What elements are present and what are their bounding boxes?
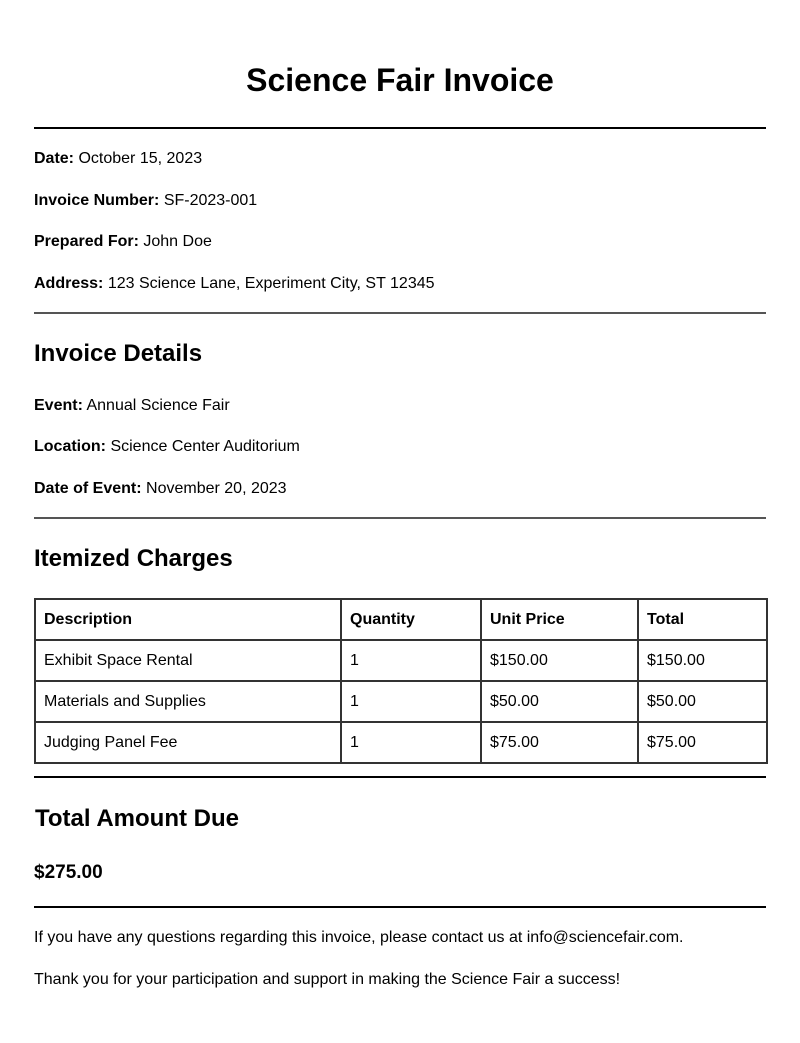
cell-total: $150.00 — [638, 640, 767, 681]
event-value: Annual Science Fair — [86, 397, 230, 414]
address-field — [34, 275, 435, 293]
cell-quantity: 1 — [341, 640, 481, 681]
table-divider — [34, 776, 766, 778]
table-row — [35, 722, 767, 763]
column-header-description: Description — [35, 599, 341, 640]
charges-table — [34, 598, 768, 764]
details-divider — [34, 517, 766, 519]
itemized-charges-heading: Itemized Charges — [34, 545, 233, 572]
column-header-quantity: Quantity — [341, 599, 481, 640]
cell-unit-price: $150.00 — [481, 640, 638, 681]
location-value: Science Center Auditorium — [110, 438, 300, 455]
column-header-unit-price: Unit Price — [481, 599, 638, 640]
invoice-number-value: SF-2023-001 — [163, 192, 258, 209]
address-value: 123 Science Lane, Experiment City, ST 12345 — [107, 275, 435, 292]
title-divider — [34, 127, 766, 129]
location-field — [34, 438, 300, 456]
cell-quantity: 1 — [341, 722, 481, 763]
cell-description: Materials and Supplies — [35, 681, 341, 722]
event-date-label: Date of Event: — [34, 480, 142, 497]
cell-unit-price: $50.00 — [481, 681, 638, 722]
thanks-note: Thank you for your participation and support in making the Science Fair a success! — [34, 971, 621, 988]
header-divider — [34, 312, 766, 314]
event-date-field — [34, 480, 287, 498]
total-amount-value: $275.00 — [34, 862, 103, 883]
address-label: Address: — [34, 275, 104, 292]
date-value: October 15, 2023 — [78, 150, 203, 167]
date-label: Date: — [34, 150, 75, 167]
cell-total: $75.00 — [638, 722, 767, 763]
invoice-number-label: Invoice Number: — [34, 192, 160, 209]
total-amount-heading: Total Amount Due — [35, 805, 239, 832]
prepared-for-field — [34, 233, 212, 251]
event-label: Event: — [34, 397, 83, 414]
cell-description: Judging Panel Fee — [35, 722, 341, 763]
invoice-details-heading: Invoice Details — [34, 340, 203, 367]
table-row — [35, 640, 767, 681]
location-label: Location: — [34, 438, 106, 455]
column-header-total: Total — [638, 599, 767, 640]
invoice-number-field — [34, 192, 257, 210]
cell-quantity: 1 — [341, 681, 481, 722]
date-field — [34, 150, 202, 168]
table-row — [35, 681, 767, 722]
cell-total: $50.00 — [638, 681, 767, 722]
prepared-for-label: Prepared For: — [34, 233, 139, 250]
prepared-for-value: John Doe — [143, 233, 212, 250]
charges-header-row — [35, 599, 767, 640]
contact-note: If you have any questions regarding this invoice, please contact us at info@sciencefair.com. — [34, 929, 684, 946]
event-date-value: November 20, 2023 — [146, 480, 287, 497]
total-divider — [34, 906, 766, 908]
cell-unit-price: $75.00 — [481, 722, 638, 763]
invoice-title: Science Fair Invoice — [246, 62, 554, 98]
event-field — [34, 397, 230, 415]
cell-description: Exhibit Space Rental — [35, 640, 341, 681]
